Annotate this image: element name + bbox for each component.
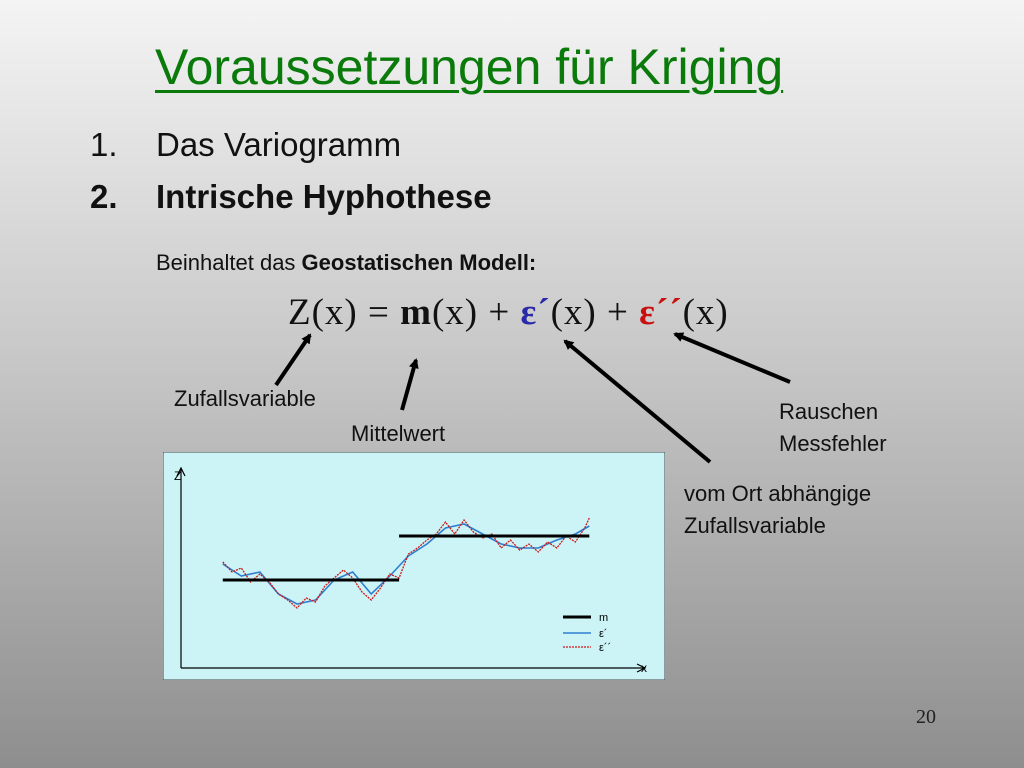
arrow-ort-variable <box>565 341 710 462</box>
list-number: 1. <box>90 126 118 163</box>
arrow-rauschen <box>675 334 790 382</box>
arrow-mittelwert <box>402 360 416 410</box>
label-ort-line2: Zufallsvariable <box>684 513 826 538</box>
description-prefix: Beinhaltet das <box>156 250 302 275</box>
formula-epsilon1: ε´ <box>520 292 551 333</box>
slide-title: Voraussetzungen für Kriging <box>155 39 784 95</box>
formula-epsilon2-arg: (x) <box>682 292 729 333</box>
label-rauschen <box>779 396 887 460</box>
formula-epsilon1-arg: (x) + <box>550 292 640 333</box>
list-number: 2. <box>90 178 118 215</box>
y-axis-label: Z <box>174 469 182 483</box>
x-axis-label: x <box>641 661 647 675</box>
kriging-chart <box>163 452 665 680</box>
label-ort-line1: vom Ort abhängige <box>684 481 872 506</box>
legend-label-epsilon1: ε´ <box>599 628 608 640</box>
legend-label-m: m <box>599 612 609 624</box>
label-zufallsvariable: Zufallsvariable <box>174 386 316 411</box>
description-bold: Geostatischen Modell: <box>301 250 537 275</box>
formula-m-arg: (x) + <box>431 292 521 333</box>
formula-epsilon2: ε´´ <box>639 292 683 333</box>
arrow-zufallsvariable <box>276 335 310 385</box>
label-mittelwert: Mittelwert <box>351 421 446 446</box>
label-rauschen-line1: Rauschen <box>779 399 879 424</box>
label-ort-variable <box>684 478 871 542</box>
label-rauschen-line2: Messfehler <box>779 431 887 456</box>
list-text: Intrische Hyphothese <box>156 178 492 215</box>
chart-background <box>163 452 665 680</box>
legend-label-epsilon2: ε´´ <box>599 642 612 654</box>
list-text: Das Variogramm <box>156 126 402 163</box>
page-number: 20 <box>916 706 936 728</box>
formula-m: m <box>400 292 432 333</box>
formula-z: Z(x) = <box>288 292 401 333</box>
